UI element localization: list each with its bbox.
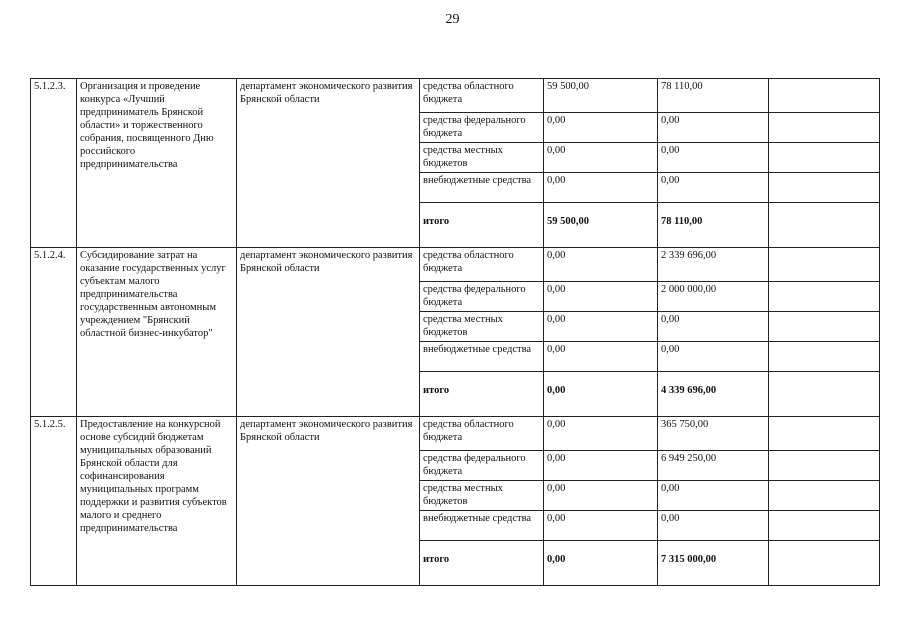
amount-cell-v2: 0,00 — [658, 312, 769, 342]
funding-source-cell: средства местных бюджетов — [420, 143, 544, 173]
amount-cell-v1: 0,00 — [544, 143, 658, 173]
amount-cell-v1: 0,00 — [544, 282, 658, 312]
amount-cell-v1: 0,00 — [544, 113, 658, 143]
amount-cell-v3 — [769, 143, 880, 173]
amount-cell-v2: 2 339 696,00 — [658, 248, 769, 282]
funding-source-cell: средства областного бюджета — [420, 417, 544, 451]
amount-cell-v2: 78 110,00 — [658, 203, 769, 248]
amount-cell-v2: 2 000 000,00 — [658, 282, 769, 312]
amount-cell-v3 — [769, 417, 880, 451]
amount-cell-v3 — [769, 541, 880, 586]
page-number: 29 — [445, 12, 460, 27]
executor-cell: департамент экономического развития Брянской области — [237, 79, 420, 248]
funding-source-cell: внебюджетные средства — [420, 511, 544, 541]
total-label-cell: итого — [420, 203, 544, 248]
amount-cell-v2: 0,00 — [658, 143, 769, 173]
amount-cell-v2: 0,00 — [658, 481, 769, 511]
item-number-cell: 5.1.2.5. — [31, 417, 77, 586]
amount-cell-v2: 365 750,00 — [658, 417, 769, 451]
total-label-cell: итого — [420, 541, 544, 586]
amount-cell-v1: 0,00 — [544, 312, 658, 342]
activity-name-cell: Предоставление на конкурсной основе субсидий бюджетам муниципальных образований Брянской области для софинансирования муниципальных программ поддержки и развития субъектов малого и среднего предпринимательства — [77, 417, 237, 586]
funding-source-cell: средства федерального бюджета — [420, 113, 544, 143]
item-number-cell: 5.1.2.3. — [31, 79, 77, 248]
budget-table — [30, 78, 880, 586]
amount-cell-v3 — [769, 173, 880, 203]
amount-cell-v2: 4 339 696,00 — [658, 372, 769, 417]
amount-cell-v1: 0,00 — [544, 342, 658, 372]
amount-cell-v2: 0,00 — [658, 511, 769, 541]
funding-source-cell: средства местных бюджетов — [420, 481, 544, 511]
amount-cell-v2: 7 315 000,00 — [658, 541, 769, 586]
amount-cell-v3 — [769, 511, 880, 541]
funding-source-cell: средства областного бюджета — [420, 248, 544, 282]
funding-source-cell: средства областного бюджета — [420, 79, 544, 113]
funding-source-cell: средства федерального бюджета — [420, 282, 544, 312]
amount-cell-v1: 0,00 — [544, 511, 658, 541]
amount-cell-v3 — [769, 282, 880, 312]
amount-cell-v1: 59 500,00 — [544, 79, 658, 113]
amount-cell-v2: 78 110,00 — [658, 79, 769, 113]
amount-cell-v3 — [769, 451, 880, 481]
amount-cell-v1: 0,00 — [544, 451, 658, 481]
funding-source-cell: внебюджетные средства — [420, 173, 544, 203]
funding-source-cell: средства местных бюджетов — [420, 312, 544, 342]
funding-source-cell: внебюджетные средства — [420, 342, 544, 372]
item-number-cell: 5.1.2.4. — [31, 248, 77, 417]
funding-source-cell: средства федерального бюджета — [420, 451, 544, 481]
amount-cell-v3 — [769, 342, 880, 372]
amount-cell-v3 — [769, 312, 880, 342]
amount-cell-v1: 0,00 — [544, 173, 658, 203]
activity-name-cell: Организация и проведение конкурса «Лучший предприниматель Брянской области» и торжественного собрания, посвященного Дню российского предпринимательства — [77, 79, 237, 248]
amount-cell-v2: 0,00 — [658, 173, 769, 203]
table-row — [31, 248, 880, 282]
amount-cell-v1: 59 500,00 — [544, 203, 658, 248]
amount-cell-v1: 0,00 — [544, 417, 658, 451]
activity-name-cell: Субсидирование затрат на оказание государственных услуг субъектам малого предпринимательства государственным автономным учреждением "Брянский областной бизнес-инкубатор" — [77, 248, 237, 417]
amount-cell-v3 — [769, 113, 880, 143]
amount-cell-v1: 0,00 — [544, 541, 658, 586]
amount-cell-v1: 0,00 — [544, 481, 658, 511]
executor-cell: департамент экономического развития Брянской области — [237, 248, 420, 417]
amount-cell-v2: 0,00 — [658, 113, 769, 143]
amount-cell-v3 — [769, 248, 880, 282]
table-row — [31, 417, 880, 451]
amount-cell-v3 — [769, 203, 880, 248]
amount-cell-v1: 0,00 — [544, 248, 658, 282]
executor-cell: департамент экономического развития Брянской области — [237, 417, 420, 586]
amount-cell-v1: 0,00 — [544, 372, 658, 417]
amount-cell-v3 — [769, 481, 880, 511]
table-row — [31, 79, 880, 113]
amount-cell-v3 — [769, 372, 880, 417]
amount-cell-v2: 0,00 — [658, 342, 769, 372]
total-label-cell: итого — [420, 372, 544, 417]
amount-cell-v2: 6 949 250,00 — [658, 451, 769, 481]
amount-cell-v3 — [769, 79, 880, 113]
